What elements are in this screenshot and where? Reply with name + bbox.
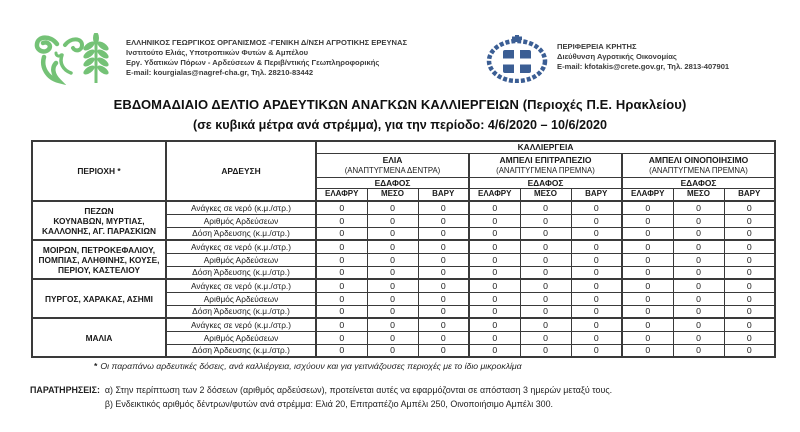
- crop-name: ΑΜΠΕΛΙ ΕΠΙΤΡΑΠΕΖΙΟ: [499, 154, 592, 165]
- value-cell: 0: [316, 292, 367, 305]
- title-line-2: (σε κυβικά μέτρα ανά στρέμμα), για την περίοδο: 4/6/2020 – 10/6/2020: [193, 118, 607, 132]
- authority-line: Διεύθυνση Αγροτικής Οικονομίας: [557, 52, 677, 61]
- value-cell: 0: [724, 227, 775, 240]
- value-cell: 0: [571, 214, 622, 227]
- region-name-line: ΚΑΛΛΟΝΗΣ, ΑΓ. ΠΑΡΑΣΚΙΩΝ: [41, 225, 157, 236]
- soil-type-header: ΜΕΣΟ: [367, 188, 418, 201]
- soil-header: ΕΔΑΦΟΣ: [469, 177, 622, 188]
- crop-name: ΕΛΙΑ: [382, 154, 403, 165]
- soil-header: ΕΔΑΦΟΣ: [316, 177, 469, 188]
- observation-a: α) Στην περίπτωση των 2 δόσεων (αριθμός αρδεύσεων), προτείνεται αυτές να εφαρμόζονται σε απόσταση 3 ημερών μεταξύ τους.: [104, 385, 613, 395]
- observations-label: ΠΑΡΑΤΗΡΗΣΕΙΣ:: [30, 385, 100, 395]
- metric-label: Ανάγκες σε νερό (κ.μ./στρ.): [166, 201, 316, 214]
- value-cell: 0: [571, 253, 622, 266]
- value-cell: 0: [520, 214, 571, 227]
- value-cell: 0: [520, 318, 571, 331]
- org-line: Εργ. Υδατικών Πόρων - Αρδεύσεων & Περιβ/ντικής Γεωπληροφορικής: [126, 58, 380, 67]
- value-cell: 0: [469, 305, 520, 318]
- metric-label: Αριθμός Αρδεύσεων: [166, 214, 316, 227]
- value-cell: 0: [724, 253, 775, 266]
- value-cell: 0: [418, 331, 469, 344]
- value-cell: 0: [571, 279, 622, 292]
- hellenic-republic-emblem: [486, 35, 548, 83]
- value-cell: 0: [622, 253, 673, 266]
- value-cell: 0: [571, 201, 622, 214]
- authority-text-block: [557, 35, 729, 83]
- table-row: [32, 201, 775, 214]
- table-row: [32, 318, 775, 331]
- value-cell: 0: [622, 214, 673, 227]
- region-name: [32, 279, 166, 318]
- value-cell: 0: [622, 318, 673, 331]
- value-cell: 0: [520, 240, 571, 253]
- value-cell: 0: [469, 318, 520, 331]
- value-cell: 0: [469, 214, 520, 227]
- value-cell: 0: [571, 266, 622, 279]
- value-cell: 0: [469, 279, 520, 292]
- soil-type-header: ΜΕΣΟ: [520, 188, 571, 201]
- observations-lines: [105, 383, 612, 411]
- value-cell: 0: [724, 331, 775, 344]
- value-cell: 0: [622, 227, 673, 240]
- value-cell: 0: [673, 331, 724, 344]
- value-cell: 0: [724, 318, 775, 331]
- metric-label: Ανάγκες σε νερό (κ.μ./στρ.): [166, 240, 316, 253]
- value-cell: 0: [673, 279, 724, 292]
- value-cell: 0: [520, 253, 571, 266]
- value-cell: 0: [571, 292, 622, 305]
- crop-name: ΑΜΠΕΛΙ ΟΙΝΟΠΟΙΗΣΙΜΟ: [648, 154, 749, 165]
- table-row: [32, 279, 775, 292]
- value-cell: 0: [469, 331, 520, 344]
- value-cell: 0: [622, 331, 673, 344]
- value-cell: 0: [418, 292, 469, 305]
- crop-header-table-grape: [469, 153, 622, 177]
- value-cell: 0: [418, 240, 469, 253]
- crop-subtitle: (ΑΝΑΠΤΥΓΜΕΝΑ ΠΡΕΜΝΑ): [496, 165, 595, 175]
- value-cell: 0: [469, 266, 520, 279]
- region-name-line: ΠΕΖΩΝ: [84, 205, 114, 216]
- value-cell: 0: [571, 240, 622, 253]
- value-cell: 0: [571, 318, 622, 331]
- value-cell: 0: [520, 201, 571, 214]
- value-cell: 0: [520, 266, 571, 279]
- metric-label: Δόση Άρδευσης (κ.μ./στρ.): [166, 266, 316, 279]
- org-text-block: [126, 33, 407, 85]
- value-cell: 0: [622, 305, 673, 318]
- value-cell: 0: [469, 201, 520, 214]
- document-title: [0, 97, 800, 132]
- value-cell: 0: [571, 305, 622, 318]
- value-cell: 0: [724, 305, 775, 318]
- value-cell: 0: [418, 279, 469, 292]
- footnote-asterisk: *: [94, 361, 98, 371]
- value-cell: 0: [316, 266, 367, 279]
- value-cell: 0: [367, 227, 418, 240]
- value-cell: 0: [316, 240, 367, 253]
- value-cell: 0: [367, 240, 418, 253]
- value-cell: 0: [316, 253, 367, 266]
- value-cell: 0: [367, 266, 418, 279]
- value-cell: 0: [724, 344, 775, 357]
- title-line-1: ΕΒΔΟΜΑΔΙΑΙΟ ΔΕΛΤΙΟ ΑΡΔΕΥΤΙΚΩΝ ΑΝΑΓΚΩΝ ΚΑΛΛΙΕΡΓΕΙΩΝ (Περιοχές Π.Ε. Ηρακλείου): [113, 97, 687, 112]
- value-cell: 0: [724, 266, 775, 279]
- value-cell: 0: [724, 240, 775, 253]
- value-cell: 0: [673, 201, 724, 214]
- soil-type-header: ΕΛΑΦΡΥ: [469, 188, 520, 201]
- value-cell: 0: [367, 253, 418, 266]
- value-cell: 0: [673, 227, 724, 240]
- value-cell: 0: [622, 266, 673, 279]
- value-cell: 0: [520, 292, 571, 305]
- crop-subtitle: (ΑΝΑΠΤΥΓΜΕΝΑ ΠΡΕΜΝΑ): [649, 165, 748, 175]
- value-cell: 0: [367, 214, 418, 227]
- elgo-demeter-logo: [32, 33, 117, 85]
- value-cell: 0: [418, 227, 469, 240]
- region-name: [32, 240, 166, 279]
- region-name-line: ΠΕΡΙΟΥ, ΚΑΣΤΕΛΙΟΥ: [58, 264, 140, 275]
- metric-label: Αριθμός Αρδεύσεων: [166, 253, 316, 266]
- soil-type-header: ΒΑΡΥ: [724, 188, 775, 201]
- authority-line: ΠΕΡΙΦΕΡΕΙΑ ΚΡΗΤΗΣ: [557, 42, 637, 51]
- microclimate-footnote: [94, 361, 522, 371]
- region-name-line: ΠΥΡΓΟΣ, ΧΑΡΑΚΑΣ, ΑΣΗΜΙ: [45, 293, 153, 304]
- value-cell: 0: [673, 253, 724, 266]
- metric-label: Δόση Άρδευσης (κ.μ./στρ.): [166, 344, 316, 357]
- value-cell: 0: [673, 292, 724, 305]
- value-cell: 0: [571, 344, 622, 357]
- value-cell: 0: [622, 344, 673, 357]
- value-cell: 0: [316, 214, 367, 227]
- value-cell: 0: [367, 318, 418, 331]
- value-cell: 0: [673, 240, 724, 253]
- value-cell: 0: [418, 266, 469, 279]
- crops-header: ΚΑΛΛΙΕΡΓΕΙΑ: [316, 141, 775, 153]
- org-line: Ινστιτούτο Ελιάς, Υποτροπικών Φυτών & Αμπέλου: [126, 48, 308, 57]
- soil-header: ΕΔΑΦΟΣ: [622, 177, 775, 188]
- crop-header-olive: [316, 153, 469, 177]
- irrigation-table: [31, 140, 776, 358]
- value-cell: 0: [571, 227, 622, 240]
- value-cell: 0: [418, 201, 469, 214]
- value-cell: 0: [622, 201, 673, 214]
- value-cell: 0: [724, 292, 775, 305]
- metric-label: Αριθμός Αρδεύσεων: [166, 331, 316, 344]
- soil-type-header: ΕΛΑΦΡΥ: [622, 188, 673, 201]
- value-cell: 0: [622, 292, 673, 305]
- value-cell: 0: [367, 344, 418, 357]
- value-cell: 0: [367, 201, 418, 214]
- value-cell: 0: [622, 279, 673, 292]
- region-name: [32, 201, 166, 240]
- value-cell: 0: [367, 331, 418, 344]
- soil-type-header: ΜΕΣΟ: [673, 188, 724, 201]
- region-column-header: ΠΕΡΙΟΧΗ *: [32, 141, 166, 201]
- value-cell: 0: [316, 201, 367, 214]
- value-cell: 0: [469, 253, 520, 266]
- value-cell: 0: [520, 227, 571, 240]
- region-name-line: ΜΑΛΙΑ: [85, 332, 113, 343]
- value-cell: 0: [469, 344, 520, 357]
- value-cell: 0: [316, 227, 367, 240]
- value-cell: 0: [673, 305, 724, 318]
- value-cell: 0: [622, 240, 673, 253]
- value-cell: 0: [418, 318, 469, 331]
- region-name-line: ΚΟΥΝΑΒΩΝ, ΜΥΡΤΙΑΣ,: [53, 215, 145, 226]
- value-cell: 0: [367, 292, 418, 305]
- value-cell: 0: [520, 279, 571, 292]
- crop-subtitle: (ΑΝΑΠΤΥΓΜΕΝΑ ΔΕΝΤΡΑ): [344, 165, 441, 175]
- org-line: ΕΛΛΗΝΙΚΟΣ ΓΕΩΡΓΙΚΟΣ ΟΡΓΑΝΙΣΜΟΣ -ΓΕΝΙΚΗ Δ/ΝΣΗ ΑΓΡΟΤΙΚΗΣ ΕΡΕΥΝΑΣ: [126, 38, 408, 47]
- authority-line: E-mail: kfotakis@crete.gov.gr, Τηλ. 2813-407901: [557, 62, 730, 71]
- value-cell: 0: [520, 305, 571, 318]
- value-cell: 0: [316, 279, 367, 292]
- value-cell: 0: [367, 305, 418, 318]
- region-name-line: ΜΟΙΡΩΝ, ΠΕΤΡΟΚΕΦΑΛΙΟΥ,: [42, 244, 156, 255]
- soil-type-header: ΒΑΡΥ: [571, 188, 622, 201]
- value-cell: 0: [367, 279, 418, 292]
- value-cell: 0: [316, 344, 367, 357]
- metric-label: Ανάγκες σε νερό (κ.μ./στρ.): [166, 279, 316, 292]
- value-cell: 0: [316, 331, 367, 344]
- soil-type-header: ΕΛΑΦΡΥ: [316, 188, 367, 201]
- value-cell: 0: [316, 305, 367, 318]
- value-cell: 0: [418, 253, 469, 266]
- value-cell: 0: [571, 331, 622, 344]
- crop-header-wine-grape: [622, 153, 775, 177]
- value-cell: 0: [316, 318, 367, 331]
- region-name-line: ΠΟΜΠΙΑΣ, ΑΛΗΘΙΝΗΣ, ΚΟΥΣΕ,: [38, 254, 160, 265]
- value-cell: 0: [673, 318, 724, 331]
- soil-type-header: ΒΑΡΥ: [418, 188, 469, 201]
- authority-header-block: [486, 35, 729, 83]
- org-line: E-mail: kourgialas@nagref-cha.gr, Τηλ. 28210-83442: [126, 68, 314, 77]
- value-cell: 0: [418, 305, 469, 318]
- value-cell: 0: [418, 344, 469, 357]
- observation-b: β) Ενδεικτικός αριθμός δέντρων/φυτών ανά στρέμμα: Ελιά 20, Επιτραπέζιο Αμπέλι 250, Οινοποιήσιμο Αμπέλι 300.: [104, 399, 554, 409]
- metric-label: Δόση Άρδευσης (κ.μ./στρ.): [166, 227, 316, 240]
- org-header-block: [32, 33, 407, 85]
- value-cell: 0: [673, 266, 724, 279]
- value-cell: 0: [724, 279, 775, 292]
- region-name: [32, 318, 166, 357]
- value-cell: 0: [673, 214, 724, 227]
- value-cell: 0: [673, 344, 724, 357]
- metric-label: Ανάγκες σε νερό (κ.μ./στρ.): [166, 318, 316, 331]
- value-cell: 0: [520, 344, 571, 357]
- value-cell: 0: [469, 292, 520, 305]
- value-cell: 0: [469, 227, 520, 240]
- metric-label: Αριθμός Αρδεύσεων: [166, 292, 316, 305]
- value-cell: 0: [520, 331, 571, 344]
- footnote-text: Οι παραπάνω αρδευτικές δόσεις, ανά καλλιέργεια, ισχύουν και για γειτνιάζουσες περιοχές με το ίδιο μικροκλίμα: [100, 361, 522, 371]
- value-cell: 0: [418, 214, 469, 227]
- value-cell: 0: [469, 240, 520, 253]
- observations-block: [30, 383, 612, 411]
- metric-label: Δόση Άρδευσης (κ.μ./στρ.): [166, 305, 316, 318]
- value-cell: 0: [724, 214, 775, 227]
- irrigation-column-header: ΑΡΔΕΥΣΗ: [166, 141, 316, 201]
- table-row: [32, 240, 775, 253]
- value-cell: 0: [724, 201, 775, 214]
